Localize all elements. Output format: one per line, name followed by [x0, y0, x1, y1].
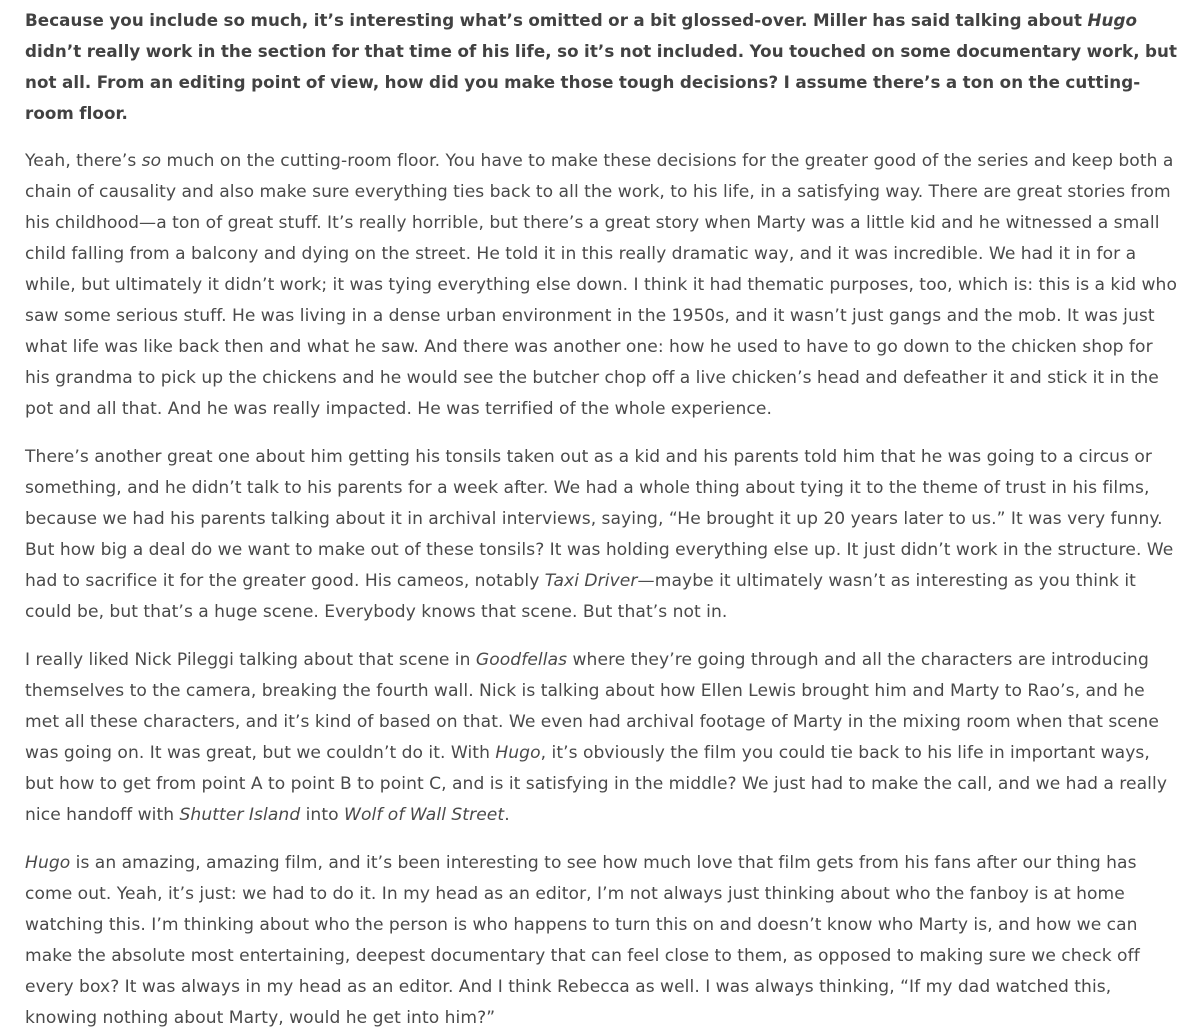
answer-paragraph-2 — [25, 442, 1178, 628]
film-title-taxi-driver: Taxi Driver — [544, 571, 638, 591]
question-text: didn’t really work in the section for that time of his life, so it’s not included. You touched on some documentary work, but not all. From an editing point of view, how did you make those tough decisions? I assume there’s a ton on the cutting-room floor. — [25, 41, 1178, 123]
film-title-hugo: Hugo — [1087, 10, 1138, 30]
answer-text: . — [504, 805, 510, 825]
answer-paragraph-1 — [25, 146, 1178, 425]
film-title-goodfellas: Goodfellas — [475, 650, 568, 670]
answer-text: is an amazing, amazing film, and it’s been interesting to see how much love that film gets from his fans after our thing has come out. Yeah, it’s just: we had to do it. In my head as an editor, I’m not always just thinking about who the fanboy is at home watching this. I’m thinking about who the person is who happens to turn this on and doesn’t know who Marty is, and how we can make the absolute most entertaining, deepest documentary that can feel close to them, as opposed to making sure we check off every box? It was always in my head as an editor. And I think Rebecca as well. I was always thinking, “If my dad watched this, knowing nothing about Marty, would he get into him?” — [25, 853, 1140, 1028]
answer-text: into — [300, 805, 344, 825]
answer-text: —maybe it ultimately wasn’t as interesting as you think it could be, but that’s a huge scene. Everybody knows that scene. But that’s not in. — [25, 571, 1136, 622]
film-title-wolf-of-wall-street: Wolf of Wall Street — [344, 805, 505, 825]
film-title-hugo: Hugo — [25, 853, 71, 873]
answer-text: There’s another great one about him getting his tonsils taken out as a kid and his parents told him that he was going to a circus or something, and he didn’t talk to his parents for a week after. We had a whole thing about tying it to the theme of trust in his films, because we had his parents talking about it in archival interviews, saying, “He brought it up 20 years later to us.” It was very funny. But how big a deal do we want to make out of these tonsils? It was holding everything else up. It just didn’t work in the structure. We had to sacrifice it for the greater good. His cameos, notably — [25, 447, 1174, 591]
answer-text: I really liked Nick Pileggi talking about that scene in — [25, 650, 476, 670]
emphasis-so: so — [141, 151, 162, 171]
film-title-shutter-island: Shutter Island — [179, 805, 301, 825]
answer-text: Yeah, there’s — [25, 151, 142, 171]
interview-question — [25, 5, 1178, 129]
answer-text: where they’re going through and all the characters are introducing themselves to the camera, breaking the fourth wall. Nick is talking about how Ellen Lewis brought him and Marty to Rao’s, and he met all these characters, and it’s kind of based on that. We even had archival footage of Marty in the mixing room when that scene was going on. It was great, but we couldn’t do it. With — [25, 650, 1159, 763]
film-title-hugo: Hugo — [495, 743, 541, 763]
answer-paragraph-3 — [25, 645, 1178, 831]
answer-text: , it’s obviously the film you could tie back to his life in important ways, but how to get from point A to point B to point C, and is it satisfying in the middle? We just had to make the call, and we had a really nice handoff with — [25, 743, 1168, 825]
answer-paragraph-4 — [25, 848, 1178, 1034]
question-text: Because you include so much, it’s interesting what’s omitted or a bit glossed-over. Miller has said talking about — [25, 10, 1088, 30]
answer-text: much on the cutting-room floor. You have to make these decisions for the greater good of the series and keep both a chain of causality and also make sure everything ties back to all the work, to his life, in a satisfying way. There are great stories from his childhood—a ton of great stuff. It’s really horrible, but there’s a great story when Marty was a little kid and he witnessed a small child falling from a balcony and dying on the street. He told it in this really dramatic way, and it was incredible. We had it in for a while, but ultimately it didn’t work; it was tying everything else down. I think it had thematic purposes, too, which is: this is a kid who saw some serious stuff. He was living in a dense urban environment in the 1950s, and it wasn’t just gangs and the mob. It was just what life was like back then and what he saw. And there was another one: how he used to have to go down to the chicken shop for his grandma to pick up the chickens and he would see the butcher chop off a live chicken’s head and defeather it and stick it in the pot and all that. And he was really impacted. He was terrified of the whole experience. — [25, 151, 1178, 419]
